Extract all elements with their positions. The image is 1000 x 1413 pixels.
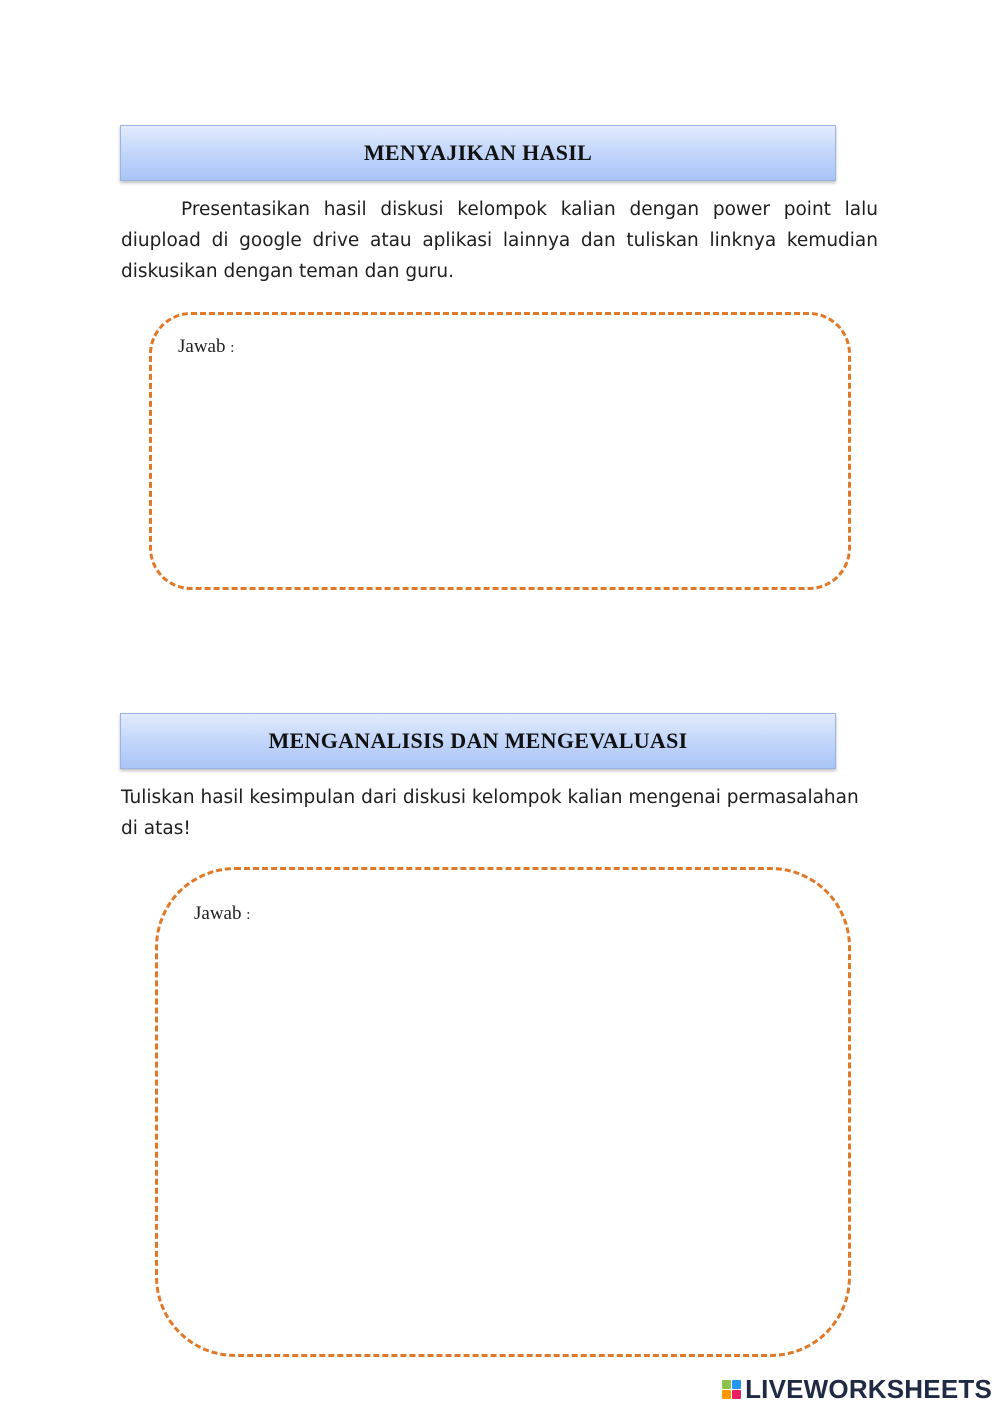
section-header-menyajikan-hasil	[120, 125, 836, 181]
brand-name: LIVEWORKSHEETS	[745, 1374, 992, 1404]
section-title: MENGANALISIS DAN MENGEVALUASI	[268, 728, 688, 753]
instruction-text: Tuliskan hasil kesimpulan dari diskusi kelompok kalian mengenai permasalahan di atas!	[121, 787, 859, 839]
answer-label	[194, 903, 250, 925]
answer-label	[178, 336, 234, 358]
liveworksheets-brand[interactable]	[722, 1374, 992, 1405]
instruction-text: Presentasikan hasil diskusi kelompok kalian dengan power point lalu diupload di google drive atau aplikasi lainnya dan tuliskan linknya kemudian diskusikan dengan teman dan guru.	[121, 199, 878, 282]
section-title: MENYAJIKAN HASIL	[363, 140, 593, 165]
answer-label-colon: :	[246, 907, 251, 923]
answer-label-text: Jawab	[178, 336, 226, 357]
section-header-menganalisis-dan-mengevaluasi	[120, 713, 836, 769]
answer-box[interactable]	[155, 867, 851, 1357]
answer-label-text: Jawab	[194, 903, 242, 924]
answer-box[interactable]	[149, 312, 851, 590]
liveworksheets-logo-icon	[722, 1380, 741, 1399]
answer-label-colon: :	[230, 340, 235, 356]
